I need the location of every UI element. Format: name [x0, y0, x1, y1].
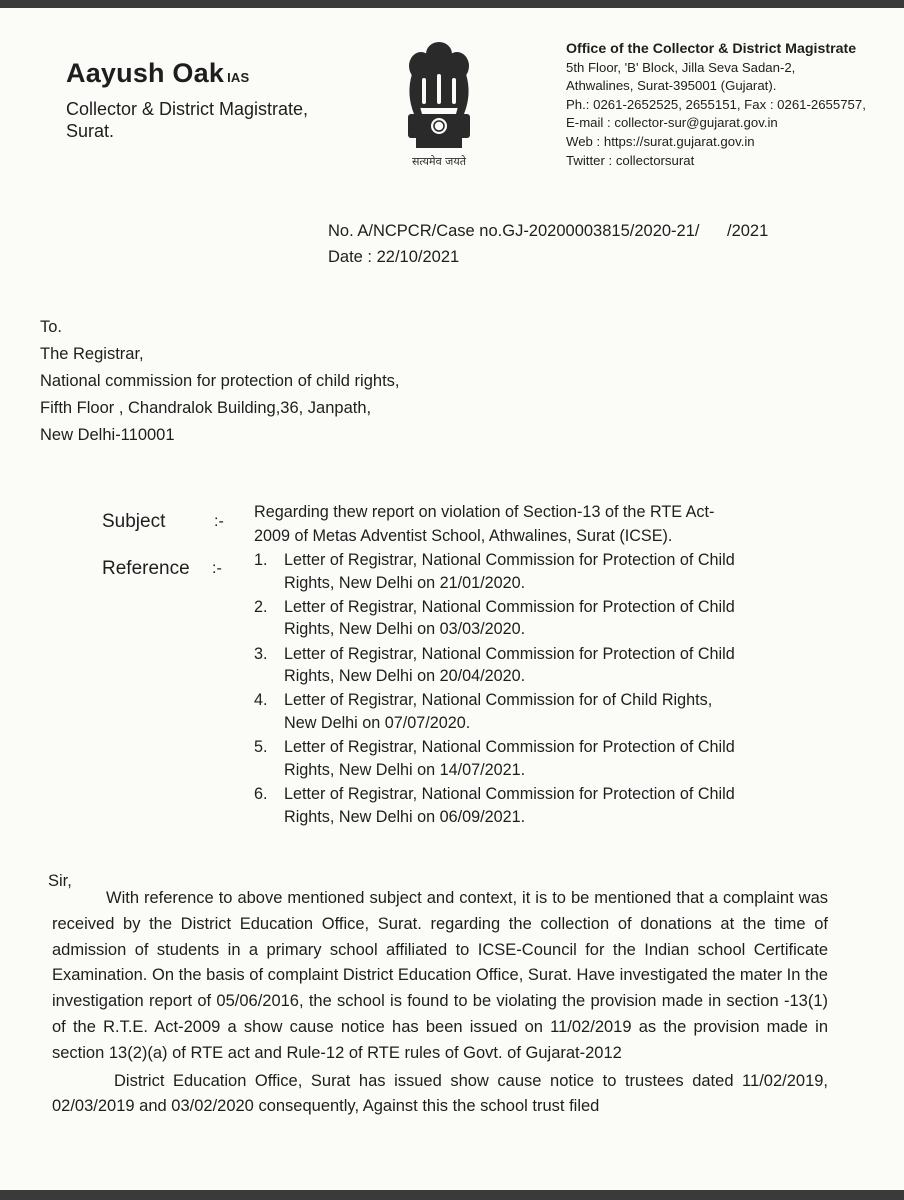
recipient-line: National commission for protection of child rights, [40, 372, 400, 390]
list-line: New Delhi on 07/07/2020. [284, 713, 471, 732]
list-line: Rights, New Delhi on 14/07/2021. [284, 760, 526, 779]
list-item [254, 689, 735, 734]
list-number: 6. [254, 784, 268, 803]
list-item [254, 783, 735, 828]
letter-date: Date : 22/10/2021 [328, 248, 460, 266]
letter-page [0, 8, 904, 1190]
list-number: 2. [254, 597, 268, 616]
national-emblem-icon [394, 34, 484, 174]
list-item [254, 643, 735, 688]
reference-colon: :- [212, 560, 222, 577]
list-item [254, 736, 735, 781]
recipient-line: The Registrar, [40, 345, 144, 363]
officer-name-suffix: IAS [227, 70, 250, 85]
reference-block [328, 218, 768, 270]
list-line: Rights, New Delhi on 21/01/2020. [284, 573, 526, 592]
subject-colon: :- [214, 513, 224, 530]
lion-capital-icon [394, 34, 484, 174]
letter-body [52, 886, 828, 1120]
officer-name-text: Aayush Oak [66, 58, 225, 88]
salutation: Sir, [48, 872, 72, 890]
list-item [254, 596, 735, 641]
list-line: Letter of Registrar, National Commission for of Child Rights, [284, 691, 713, 710]
list-line: Letter of Registrar, National Commission for Protection of Child [284, 644, 735, 663]
list-line: Rights, New Delhi on 03/03/2020. [284, 620, 526, 639]
office-phone: Ph.: 0261-2652525, 2655151, Fax : 0261-2655757, [566, 96, 866, 112]
list-number: 4. [254, 691, 268, 710]
recipient-line: New Delhi-110001 [40, 426, 175, 444]
office-heading: Office of the Collector & District Magistrate [566, 41, 857, 57]
subject-line: 2009 of Metas Adventist School, Athwalines, Surat (ICSE). [254, 527, 673, 545]
office-address-block [566, 40, 866, 170]
designation-line: Collector & District Magistrate, [66, 99, 309, 119]
subject-line: Regarding thew report on violation of Section-13 of the RTE Act- [254, 503, 715, 521]
body-paragraph: With reference to above mentioned subject and context, it is to be mentioned that a complaint was received by the District Education Office, Surat. regarding the collection of donations at the time of admission of students in a primary school affiliated to ICSE-Council for the Indian school Certificate Examination. On the basis of complaint District Education Office, Surat. Have investigated the mater In the investigation report of 05/06/2016, the school is found to be violating the provision made in section -13(1) of the R.T.E. Act-2009 a show cause notice has been issued on 11/02/2019 as the provision made in section 13(2)(a) of RTE act and Rule-12 of RTE rules of Govt. of Gujarat-2012 [52, 889, 828, 1062]
list-line: Letter of Registrar, National Commission for Protection of Child [284, 551, 735, 569]
reference-list [254, 549, 735, 830]
list-line: Letter of Registrar, National Commission for Protection of Child [284, 784, 735, 803]
officer-name [66, 58, 249, 89]
recipient-line: Fifth Floor , Chandralok Building,36, Janpath, [40, 399, 372, 417]
emblem-motto: सत्यमेव जयते [411, 155, 467, 168]
office-twitter: Twitter : collectorsurat [566, 152, 695, 168]
reference-number: No. A/NCPCR/Case no.GJ-20200003815/2020-21/ /2021 [328, 222, 769, 240]
body-paragraph: District Education Office, Surat has issued show cause notice to trustees dated 11/02/2019, 02/03/2019 and 03/02/2020 consequently, Against this the school trust filed [52, 1071, 828, 1116]
designation-city: Surat. [66, 121, 115, 141]
subject-label: Subject [102, 511, 166, 532]
recipient-address [40, 314, 400, 449]
list-line: Letter of Registrar, National Commission for Protection of Child [284, 597, 735, 616]
list-number: 5. [254, 738, 268, 757]
recipient-to: To. [40, 318, 63, 336]
list-number: 3. [254, 644, 268, 663]
officer-designation [66, 98, 346, 142]
office-email: E-mail : collector-sur@gujarat.gov.in [566, 115, 778, 131]
office-address-line: 5th Floor, 'B' Block, Jilla Seva Sadan-2, [566, 59, 796, 75]
office-address-line: Athwalines, Surat-395001 (Gujarat). [566, 78, 777, 94]
list-line: Rights, New Delhi on 20/04/2020. [284, 667, 526, 686]
subject-text [254, 500, 714, 548]
list-number: 1. [254, 551, 268, 569]
office-website: Web : https://surat.gujarat.gov.in [566, 133, 755, 149]
list-line: Rights, New Delhi on 06/09/2021. [284, 807, 526, 826]
list-line: Letter of Registrar, National Commission for Protection of Child [284, 738, 735, 757]
reference-label: Reference [102, 558, 190, 579]
list-item [254, 549, 735, 594]
